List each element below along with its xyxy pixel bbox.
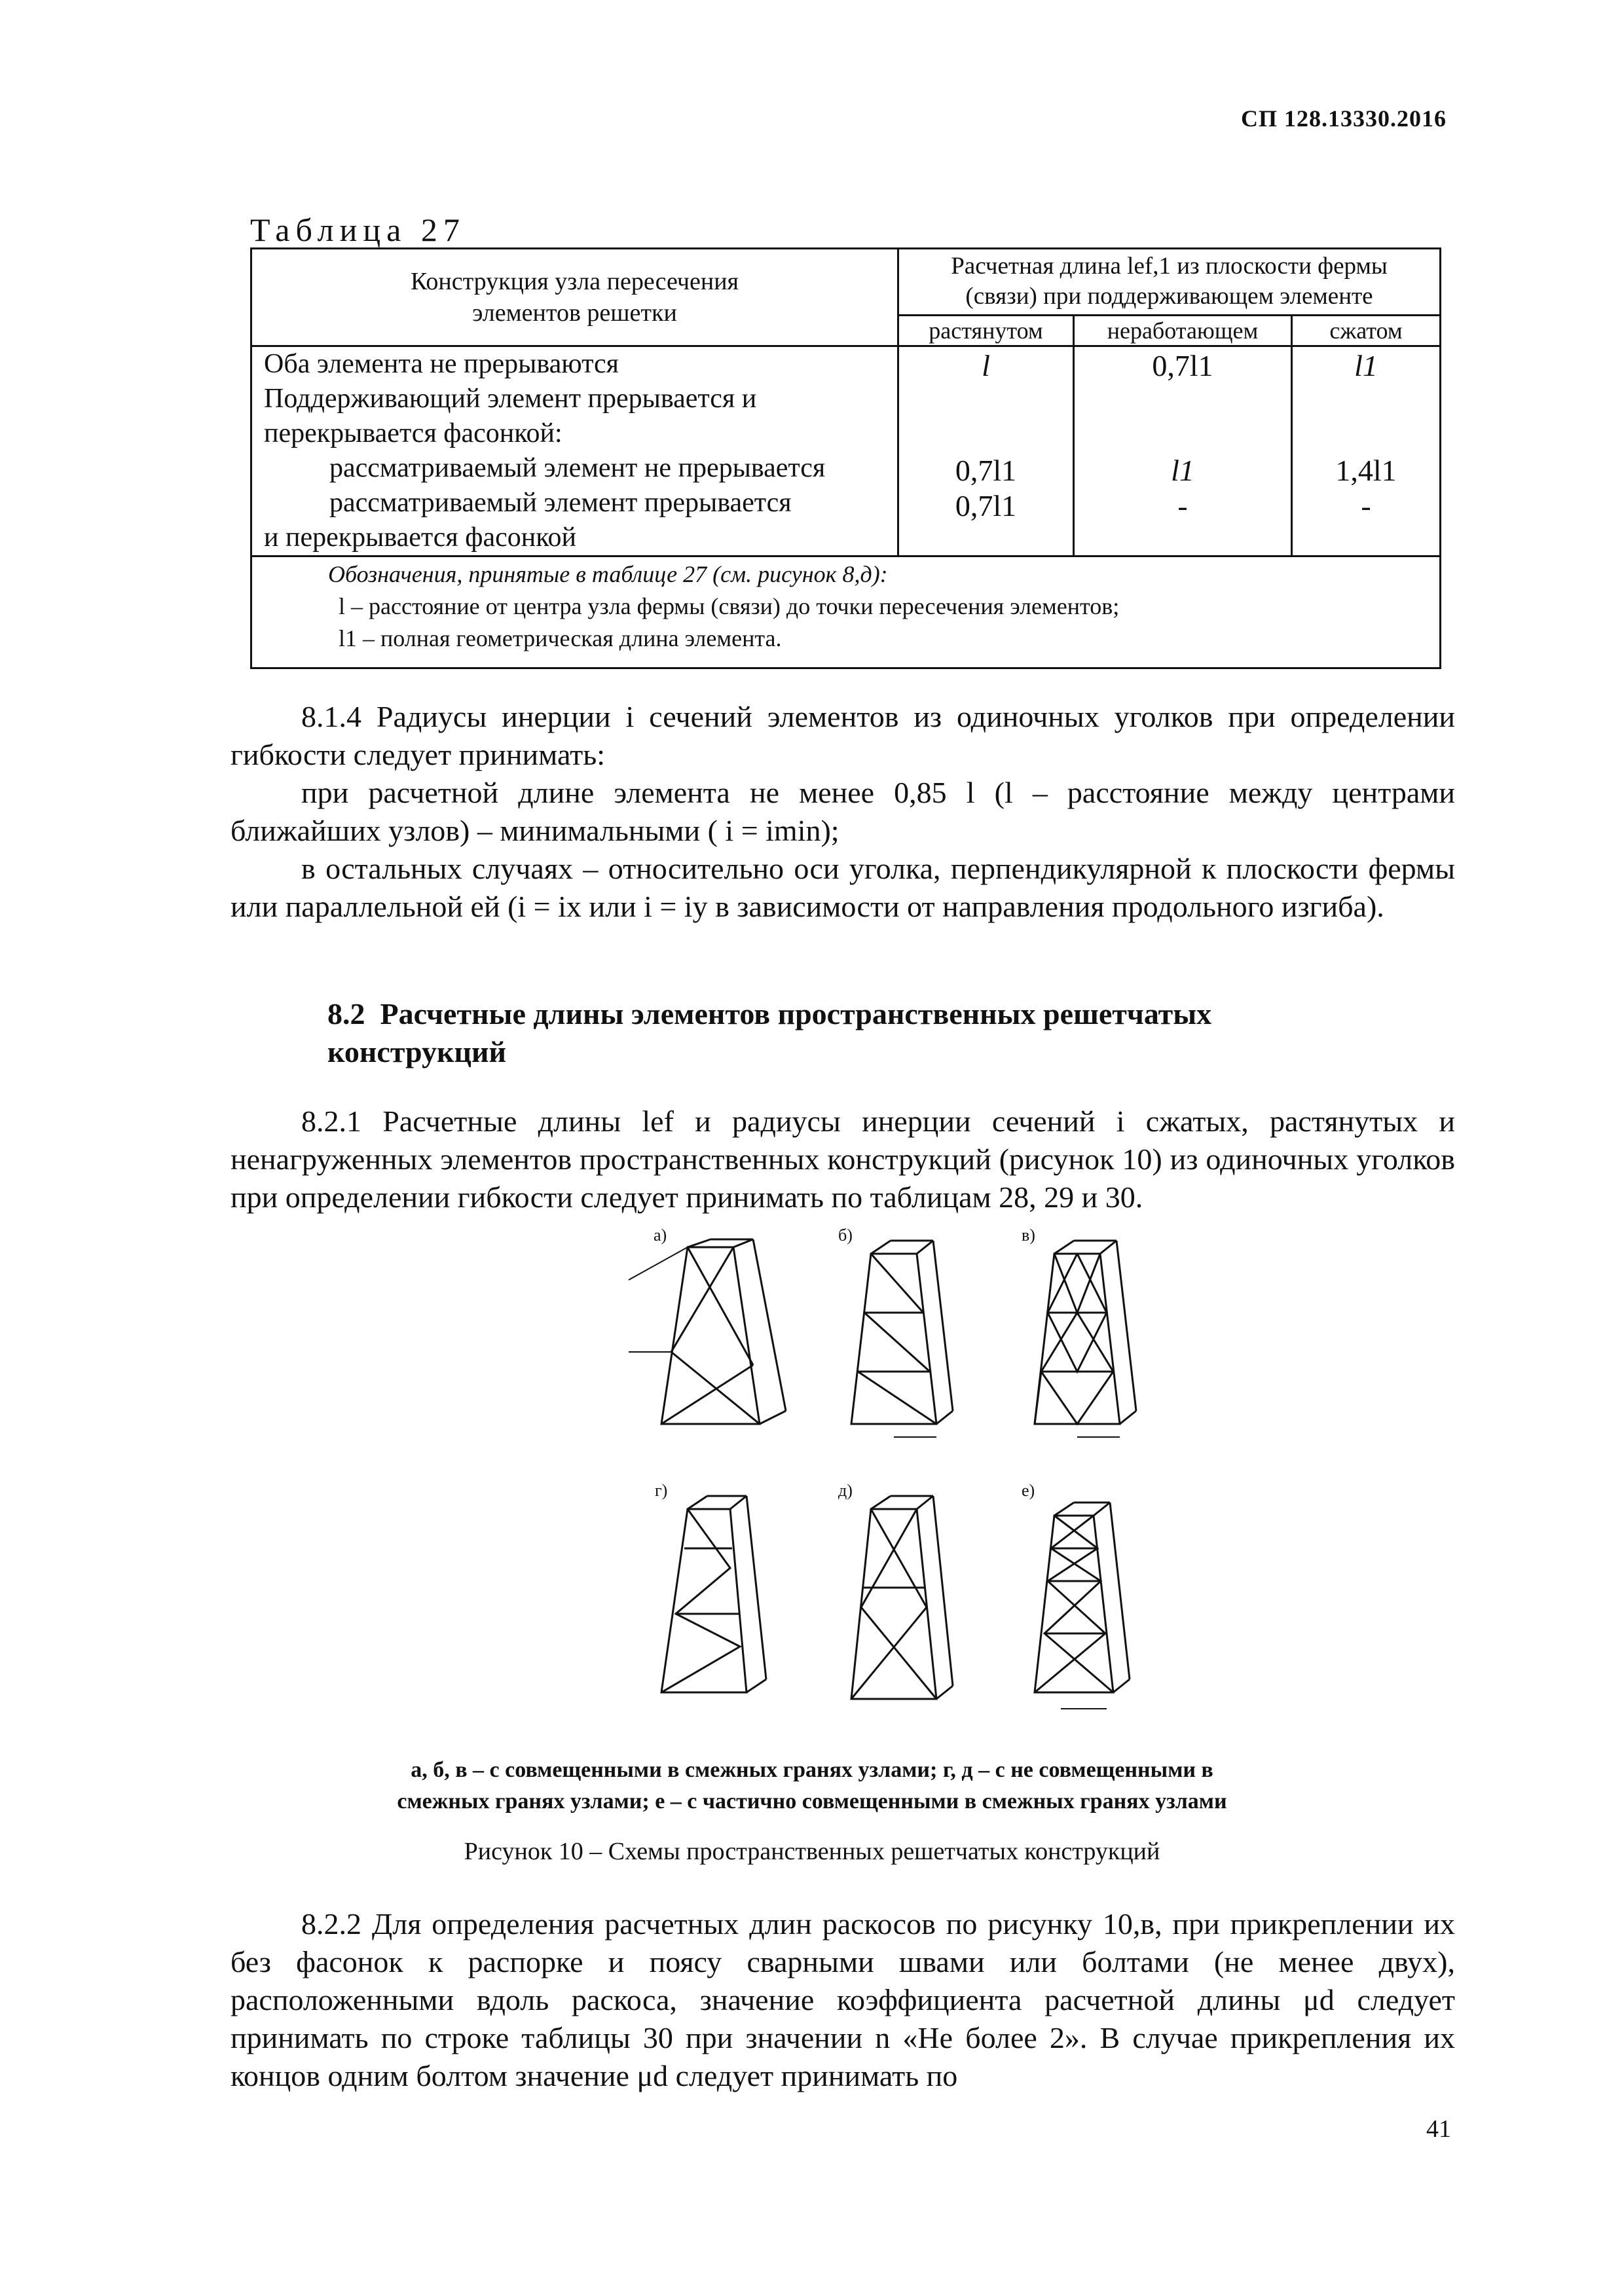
paragraph-8-2-2: 8.2.2 Для определения расчетных длин раскосов по рисунку 10,в, при прикреплении их без фасонок к распорке и поясу сварными швами или болтами (не менее двух), расположенными вдоль раскоса, значение коэффициента расчетной длины μd следует принимать по строке таблицы 30 при значении n «Не более 2». В случае прикрепления их концов одним болтом значение μd следует принимать по: [231, 1907, 1455, 2092]
scheme-a: [629, 1226, 786, 1424]
document-code: СП 128.13330.2016: [1241, 105, 1447, 132]
row-descriptions: Оба элемента не прерываются Поддерживающий элемент прерывается и перекрывается фасонкой: рассматриваемый элемент не прерывается рассматриваемый элемент прерывается и перекрывается фасонкой: [251, 346, 898, 556]
col-header-compression: сжатом: [1292, 315, 1441, 346]
table-notes: Обозначения, принятые в таблице 27 (см. рисунок 8,д): l – расстояние от центра узла фермы (связи) до точки пересечения элементов; l1 – полная геометрическая длина элемента.: [251, 556, 1441, 668]
figure-10-truss-schemes: [589, 1221, 1166, 1732]
scheme-d: [838, 1481, 953, 1699]
table-caption: Таблица 27: [250, 211, 466, 248]
paragraph-8-2-1: 8.2.1 Расчетные длины lef и радиусы инерции сечений i сжатых, растянутых и ненагруженных элементов пространственных конструкций (рисунок 10) из одиночных уголков при определении гибкости следует принимать по таблицам 28, 29 и 30.: [231, 1104, 1455, 1214]
figure-legend: а, б, в – с совмещенными в смежных гранях узлами; г, д – с не совмещенными в смежных гранях узлами; е – с частично совмещенными в смежных гранях узлами: [397, 1758, 1227, 1813]
col-header-construction: Конструкция узла пересечения элементов решетки: [251, 249, 898, 346]
scheme-v: [1022, 1226, 1136, 1437]
svg-text:д): д): [838, 1481, 853, 1500]
page-number: 41: [1426, 2115, 1451, 2143]
svg-text:г): г): [655, 1481, 668, 1500]
section-heading: 8.2 Расчетные длины элементов пространственных решетчатых конструкций: [327, 997, 1212, 1068]
col-idle-values: 0,7l1 l1 -: [1074, 346, 1292, 556]
svg-text:в): в): [1022, 1226, 1035, 1245]
scheme-b: [838, 1226, 953, 1437]
svg-text:е): е): [1022, 1481, 1035, 1500]
svg-text:а): а): [654, 1226, 667, 1245]
col-header-tension: растянутом: [898, 315, 1074, 346]
scheme-e: [1022, 1481, 1130, 1709]
col-header-effective-length: Расчетная длина lef,1 из плоскости фермы (связи) при поддерживающем элементе: [898, 249, 1441, 316]
paragraph-8-1-4: 8.1.4 Радиусы инерции i сечений элементов из одиночных уголков при определении гибкости следует принимать: при расчетной длине элемента не менее 0,85 l (l – расстояние между центрами ближайших узлов) – минимальными ( i = imin); в остальных случаях – относительно оси уголка, перпендикулярной к плоскости фермы или параллельной ей (i = ix или i = iy в зависимости от направления продольного изгиба).: [231, 700, 1455, 923]
table-27: [250, 247, 1441, 669]
svg-text:б): б): [838, 1226, 853, 1245]
col-compression-values: l1 1,4l1 -: [1292, 346, 1441, 556]
figure-title: Рисунок 10 – Схемы пространственных решетчатых конструкций: [464, 1838, 1160, 1865]
col-header-idle: неработающем: [1074, 315, 1292, 346]
col-tension-values: l 0,7l1 0,7l1: [898, 346, 1074, 556]
scheme-g: [655, 1481, 766, 1692]
